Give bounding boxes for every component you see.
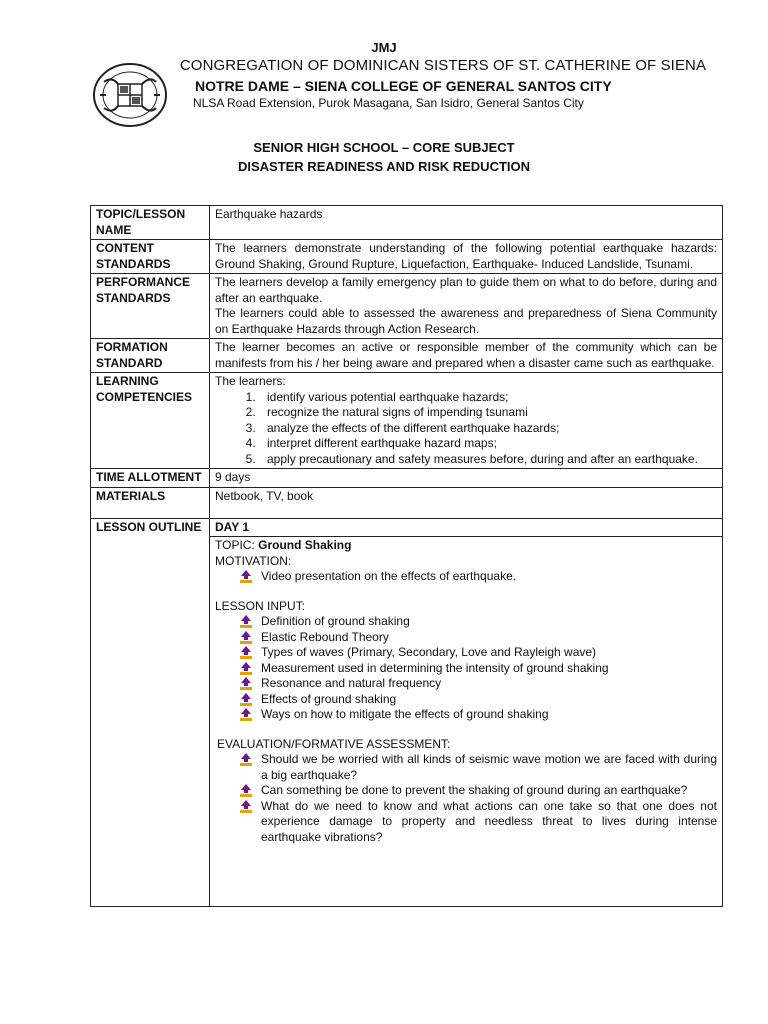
day-label: DAY 1 [210, 518, 723, 537]
arrow-bullet-icon [239, 753, 253, 766]
value-content-standards: The learners demonstrate understanding of the following potential earthquake hazards: Ground Shaking, Ground Rupture, Liquefaction, Earthquake- Induced Landslide, Tsunami. [210, 240, 723, 274]
list-item: 4. interpret different earthquake hazard maps; [259, 436, 717, 452]
value-time-allotment: 9 days [210, 469, 723, 488]
list-item-text: Can something be done to prevent the shaking of ground during an earthquake? [261, 783, 688, 797]
list-item: 2. recognize the natural signs of impending tsunami [259, 405, 717, 421]
arrow-bullet-icon [239, 677, 253, 690]
topic-prefix: TOPIC: [215, 538, 259, 552]
list-item: 1. identify various potential earthquake hazards; [259, 390, 717, 406]
subject-line-2: DISASTER READINESS AND RISK REDUCTION [237, 159, 531, 174]
school-name: NOTRE DAME – SIENA COLLEGE OF GENERAL SANTOS CITY [195, 78, 612, 94]
value-formation-standard: The learner becomes an active or responsible member of the community which can be manifests from his / her being aware and prepared when a disaster came such as earthquake. [210, 339, 723, 373]
list-item [239, 569, 717, 585]
lesson-outline-body [210, 537, 723, 907]
list-item [239, 707, 717, 723]
evaluation-list [215, 752, 717, 845]
list-item-text: Measurement used in determining the intensity of ground shaking [261, 660, 609, 675]
list-item-text: Elastic Rebound Theory [261, 629, 389, 644]
label-content-standards: CONTENT STANDARDS [91, 240, 210, 274]
label-topic: TOPIC/LESSON NAME [91, 206, 210, 240]
competencies-list [215, 390, 717, 468]
list-item-text: Definition of ground shaking [261, 614, 410, 628]
arrow-bullet-icon [239, 615, 253, 628]
list-item-text: Types of waves (Primary, Secondary, Love and Rayleigh wave) [261, 645, 597, 659]
competencies-intro: The learners: [215, 374, 286, 388]
motivation-list [215, 569, 717, 585]
lesson-plan-table [90, 205, 723, 907]
topic-line [215, 538, 717, 554]
list-item [239, 799, 717, 846]
list-item [239, 630, 717, 646]
motivation-heading: MOTIVATION: [215, 553, 292, 568]
list-item [239, 645, 717, 661]
row-materials [91, 487, 723, 518]
list-item [239, 692, 717, 708]
label-materials: MATERIALS [91, 487, 210, 518]
arrow-bullet-icon [239, 708, 253, 721]
list-item: 3. analyze the effects of the different earthquake hazards; [259, 421, 717, 437]
label-time-allotment: TIME ALLOTMENT [91, 469, 210, 488]
list-item: 5. apply precautionary and safety measures before, during and after an earthquake. [259, 452, 717, 468]
row-learning-competencies [91, 373, 723, 469]
list-item [239, 752, 717, 783]
label-performance-standards: PERFORMANCE STANDARDS [91, 274, 210, 339]
value-topic: Earthquake hazards [210, 206, 723, 240]
list-item [239, 661, 717, 677]
value-materials: Netbook, TV, book [210, 487, 723, 518]
row-formation-standard [91, 339, 723, 373]
list-item-text: Should we be worried with all kinds of seismic wave motion we are faced with during a big earthquake? [261, 752, 717, 782]
row-performance-standards [91, 274, 723, 339]
label-formation-standard: FORMATION STANDARD [91, 339, 210, 373]
school-address: NLSA Road Extension, Purok Masagana, San Isidro, General Santos City [193, 96, 584, 110]
lesson-input-list [215, 614, 717, 723]
list-item-text: Effects of ground shaking [261, 691, 397, 706]
list-item-text: Resonance and natural frequency [261, 676, 442, 690]
list-item [239, 783, 717, 799]
list-item [239, 676, 717, 692]
row-topic [91, 206, 723, 240]
topic-name: Ground Shaking [258, 538, 352, 552]
arrow-bullet-icon [239, 693, 253, 706]
label-lesson-outline: LESSON OUTLINE [91, 518, 210, 907]
list-item-text: What do we need to know and what actions can one take so that one does not experience damage to property and needless threat to lives during intense earthquake vibrations? [261, 798, 717, 844]
arrow-bullet-icon [239, 631, 253, 644]
row-lesson-outline-day [91, 518, 723, 537]
arrow-bullet-icon [239, 784, 253, 797]
arrow-bullet-icon [239, 570, 253, 583]
value-learning-competencies [210, 373, 723, 469]
row-time-allotment [91, 469, 723, 488]
row-content-standards [91, 240, 723, 274]
value-performance-standards [210, 274, 723, 339]
arrow-bullet-icon [239, 646, 253, 659]
document-header [0, 0, 768, 200]
lesson-input-heading: LESSON INPUT: [215, 598, 306, 613]
list-item-text: Video presentation on the effects of earthquake. [261, 569, 517, 583]
performance-paragraph-2: The learners could able to assessed the awareness and preparedness of Siena Community on Earthquake Hazards through Action Research. [215, 306, 717, 336]
list-item-text: Ways on how to mitigate the effects of ground shaking [261, 707, 549, 721]
label-learning-competencies: LEARNING COMPETENCIES [91, 373, 210, 469]
evaluation-heading: EVALUATION/FORMATIVE ASSESSMENT: [217, 736, 451, 751]
jmj-text: JMJ [371, 40, 397, 55]
arrow-bullet-icon [239, 662, 253, 675]
performance-paragraph-1: The learners develop a family emergency plan to guide them on what to do before, during and after an earthquake. [215, 275, 717, 305]
congregation-name: CONGREGATION OF DOMINICAN SISTERS OF ST. CATHERINE OF SIENA [179, 57, 707, 74]
subject-line-1: SENIOR HIGH SCHOOL – CORE SUBJECT [253, 140, 515, 155]
list-item [239, 614, 717, 630]
arrow-bullet-icon [239, 800, 253, 813]
